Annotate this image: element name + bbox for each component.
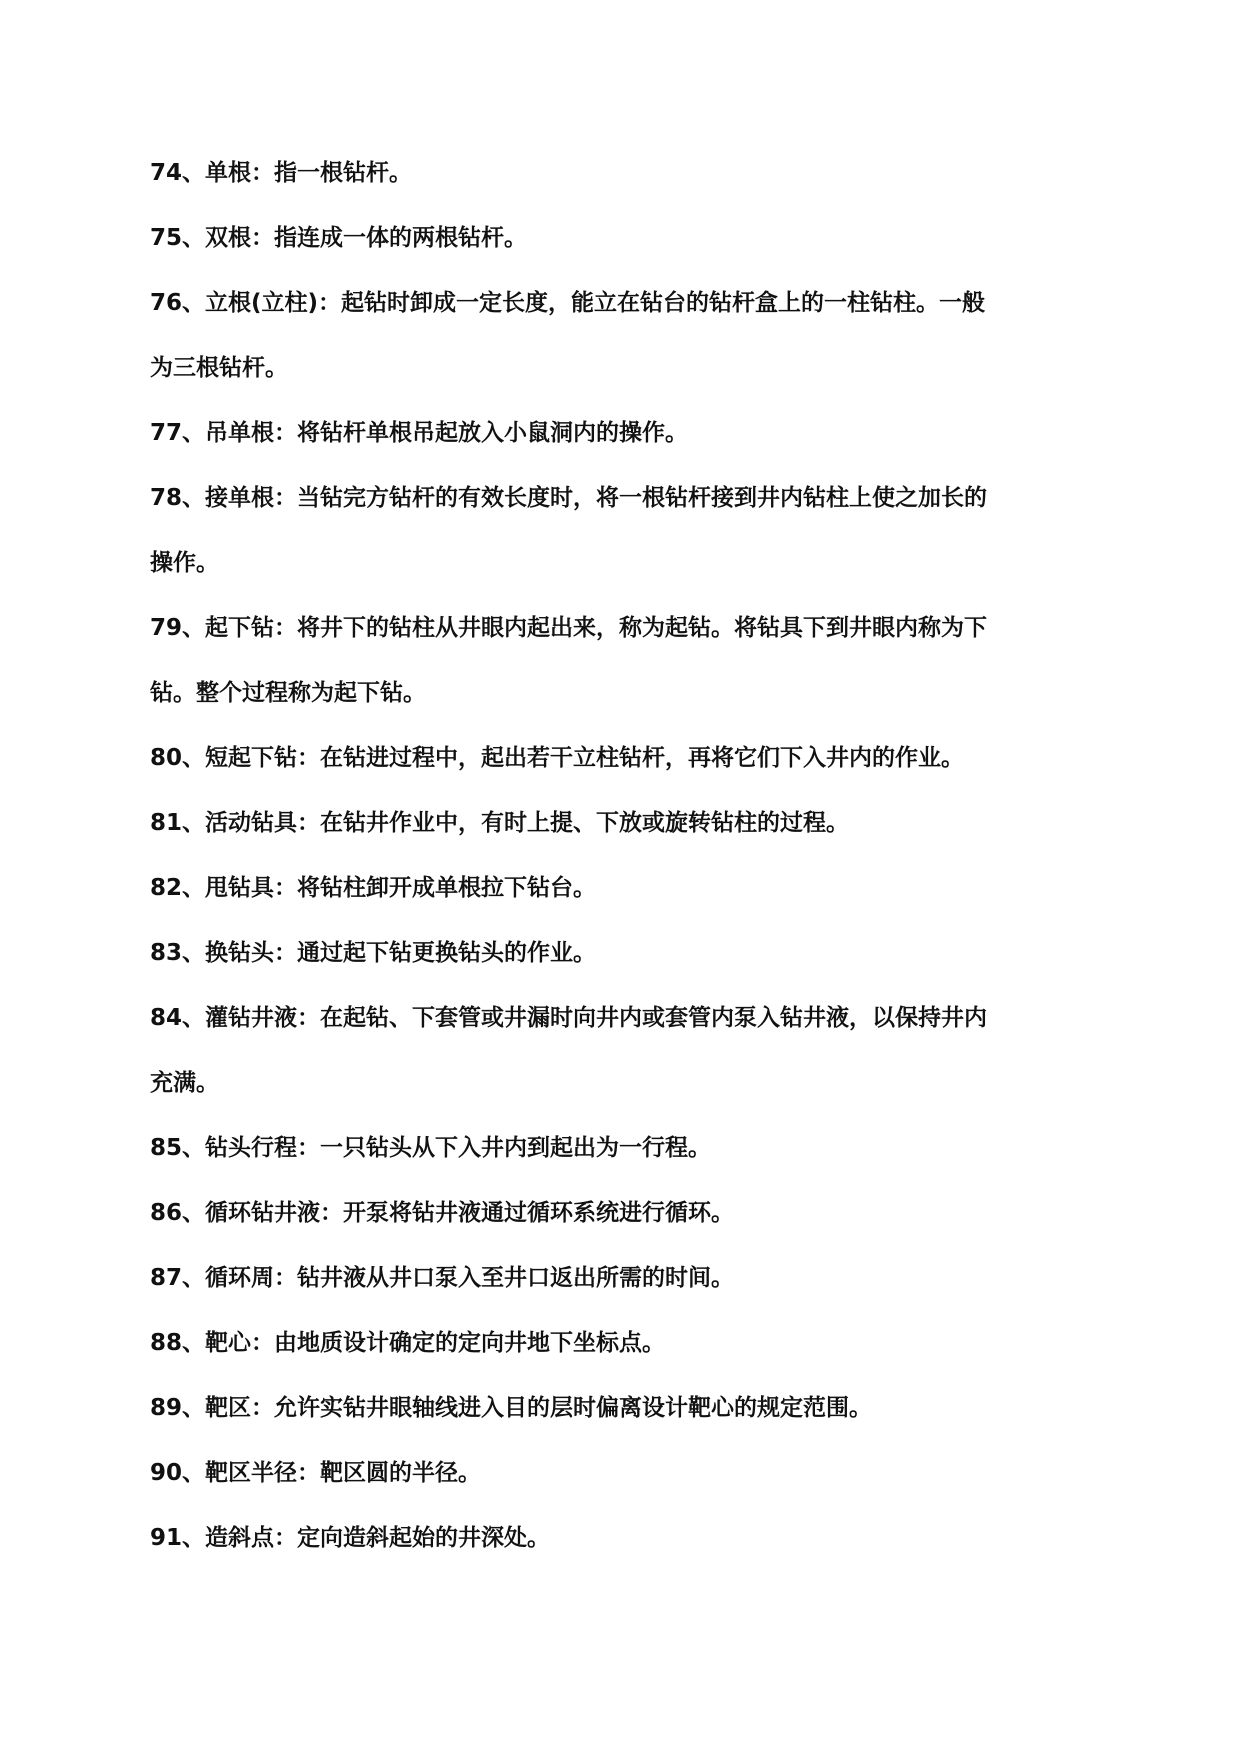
text-line: 85、钻头行程：一只钻头从下入井内到起出为一行程。 [150, 1135, 712, 1161]
text-line: 82、甩钻具：将钻柱卸开成单根拉下钻台。 [150, 875, 597, 901]
text-line: 77、吊单根：将钻杆单根吊起放入小鼠洞内的操作。 [150, 420, 689, 446]
text-line: 88、靶心：由地质设计确定的定向井地下坐标点。 [150, 1330, 666, 1356]
text-line: 74、单根：指一根钻杆。 [150, 160, 413, 186]
text-line: 充满。 [150, 1070, 219, 1096]
glossary-text [150, 158, 1070, 1588]
text-line: 80、短起下钻：在钻进过程中，起出若干立柱钻杆，再将它们下入井内的作业。 [150, 745, 965, 771]
text-line: 86、循环钻井液：开泵将钻井液通过循环系统进行循环。 [150, 1200, 735, 1226]
text-line: 87、循环周：钻井液从井口泵入至井口返出所需的时间。 [150, 1265, 735, 1291]
text-line: 89、靶区：允许实钻井眼轴线进入目的层时偏离设计靶心的规定范围。 [150, 1395, 873, 1421]
text-line: 操作。 [150, 550, 219, 576]
text-line: 81、活动钻具：在钻井作业中，有时上提、下放或旋转钻柱的过程。 [150, 810, 850, 836]
text-line: 76、立根(立柱)：起钻时卸成一定长度，能立在钻台的钻杆盒上的一柱钻柱。一般 [150, 290, 986, 316]
text-line: 91、造斜点：定向造斜起始的井深处。 [150, 1525, 551, 1551]
text-line: 79、起下钻：将井下的钻柱从井眼内起出来，称为起钻。将钻具下到井眼内称为下 [150, 615, 988, 641]
text-line: 为三根钻杆。 [150, 355, 288, 381]
text-line: 84、灌钻井液：在起钻、下套管或井漏时向井内或套管内泵入钻井液，以保持井内 [150, 1005, 988, 1031]
text-line: 75、双根：指连成一体的两根钻杆。 [150, 225, 528, 251]
text-line: 78、接单根：当钻完方钻杆的有效长度时，将一根钻杆接到井内钻柱上使之加长的 [150, 485, 988, 511]
text-line: 83、换钻头：通过起下钻更换钻头的作业。 [150, 940, 597, 966]
text-line: 钻。整个过程称为起下钻。 [150, 680, 426, 706]
text-line: 90、靶区半径：靶区圆的半径。 [150, 1460, 482, 1486]
